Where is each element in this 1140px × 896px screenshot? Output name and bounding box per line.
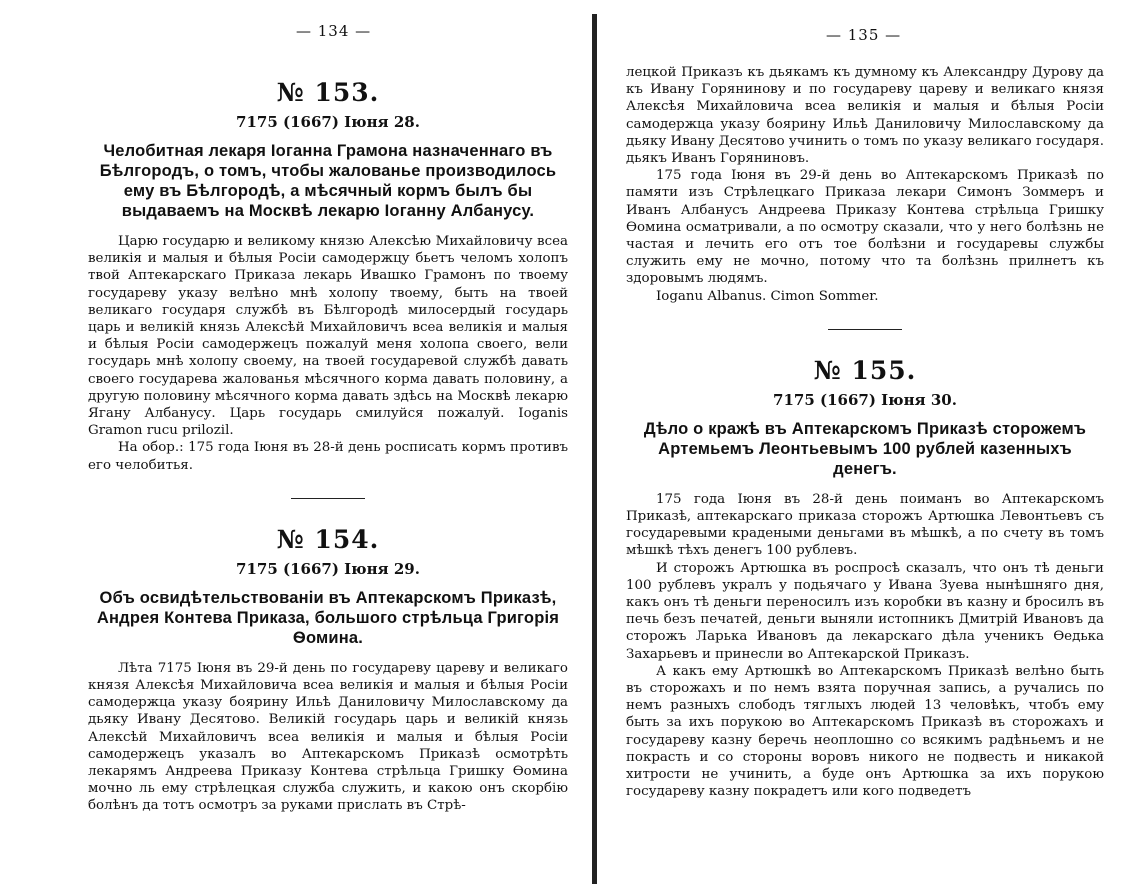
document-body-continued: лецкой Приказъ къ дьякамъ къ думному къ Александру Дурову да къ Ивану Горянинову и по государеву цареву и великаго князя Алексѣя Михайловича всеа великія и малыя и бѣлыя Росіи самодержца указу боярину Ильѣ Даниловичу Милославскому да дьяку Ивану Десятово учинить о томъ по указу великаго государя. дьякъ Иванъ Горяниновъ. bbox=[626, 65, 1104, 167]
document-paragraph: 175 года Іюня въ 28-й день поиманъ во Аптекарскомъ Приказѣ, аптекарскаго приказа сторожъ Артюшка Левонтьевъ съ государевыми крадеными деньгами въ мѣшкѣ, а по счету въ томъ мѣшкѣ тѣхъ денегъ 100 рублевъ. bbox=[626, 491, 1104, 559]
document-number: № 153. bbox=[276, 78, 380, 107]
section-divider bbox=[291, 498, 365, 499]
right-column bbox=[626, 64, 1104, 801]
document-paragraph: И сторожъ Артюшка въ роспросѣ сказалъ, что онъ тѣ деньги 100 рублевъ укралъ у подьячаго у Ивана Зуева нынѣшняго дня, какъ онъ тѣ деньги переносилъ изъ коробки въ казну и бросилъ въ печь безъ печатей, деньги выняли истопникъ Дмитрій Ивановъ да сторожъ Ларька Ивановъ да лекарскаго дѣла ученикъ Ѳедька Захарьевъ и принесли во Аптекарской Приказъ. bbox=[626, 560, 1104, 662]
document-title: Объ освидѣтельствованіи въ Аптекарскомъ Приказѣ, Андрея Контева Приказа, большого стрѣльца Григорія Ѳомина. bbox=[96, 588, 560, 647]
document-paragraph: А какъ ему Артюшкѣ во Аптекарскомъ Приказѣ велѣно быть въ сторожахъ и по немъ взята поручная запись, а ручались по немъ разныхъ слободъ тяглыхъ людей 13 человѣкъ, чтобъ ему быть за ихъ порукою во Аптекарскомъ Приказѣ въ сторожахъ и государеву казну беречь неоплошно со всякимъ радѣньемъ и не покрасть и со стороны воровъ никого не подвесть и никакой хитрости не учинить, а буде онъ Артюшка за ихъ порукою государеву казну покрадетъ или кого подведетъ bbox=[626, 663, 1104, 800]
section-divider bbox=[828, 329, 902, 330]
document-title: Челобитная лекаря Іоганна Грамона назначеннаго въ Бѣлгородъ, о томъ, чтобы жалованье производилось ему въ Бѣлгородѣ, а мѣсячный кормъ былъ бы выдаваемъ на Москвѣ лекарю Іоганну Албанусу. bbox=[99, 142, 557, 220]
document-title: Дѣло о кражѣ въ Аптекарскомъ Приказѣ сторожемъ Артемьемъ Леонтьевымъ 100 рублей казенныхъ денегъ. bbox=[643, 419, 1087, 478]
document-number: № 154. bbox=[276, 524, 380, 554]
book-gutter bbox=[592, 14, 597, 884]
right-page bbox=[600, 0, 1140, 896]
examination-report: 175 года Іюня въ 29-й день во Аптекарскомъ Приказѣ по памяти изъ Стрѣлецкаго Приказа лекари Симонъ Зоммеръ и Иванъ Албанусъ Андреева Приказу Контева стрѣльца Гришку Ѳомина осматривали, а по осмотру сказали, что у него болѣзнь не частая и лечить его отъ тое болѣзни и государевы службы служить ему не мочно, потому что та болѣзнь прилнетъ къ здоровымъ людямъ. bbox=[626, 168, 1104, 287]
document-date: 7175 (1667) Іюня 29. bbox=[236, 559, 420, 578]
document-date: 7175 (1667) Іюня 28. bbox=[236, 113, 420, 131]
left-column bbox=[88, 78, 568, 815]
document-date: 7175 (1667) Іюня 30. bbox=[773, 390, 957, 409]
reverse-note: На обор.: 175 года Іюня въ 28-й день росписать кормъ противъ его челобитья. bbox=[88, 440, 568, 473]
document-body: Царю государю и великому князю Алексѣю Михайловичу всеа великія и малыя и бѣлыя Росіи самодержцу бьетъ челомъ холопъ твой Аптекарскаго Приказа лекарь Ивашко Грамонъ по твоему государеву указу велѣно мнѣ холопу твоему, быть на твоей великаго государя службѣ въ Бѣлгородѣ милосердый государь царь и великій князь Алексѣй Михайловичъ всеа великія и малыя и бѣлыя Росіи самодержецъ пожалуй меня холопа своего, вели государь мнѣ холопу своему, на твоей государевой службѣ давать своего государева жалованья мѣсячного корма давать половину, а другую половину мѣсячного корма давать здѣсь на Москвѣ лекарю Ягану Албанусу. Царь государь смилуйся пожалуй. Ioganis Gramon rucu prilozil. bbox=[88, 234, 568, 439]
page-number: — 135 — bbox=[826, 26, 902, 44]
document-body: Лѣта 7175 Іюня въ 29-й день по государеву цареву и великаго князя Алексѣя Михайловича всеа великія и малыя и бѣлыя Росіи самодержца указу боярину Ильѣ Даниловичу Милославскому да дьяку Ивану Десятово. Великій государь царь и великій князь Алексѣй Михайловичъ всеа великія и малыя и бѣлыя Росіи самодержецъ указалъ во Аптекарскомъ Приказѣ осмотрѣть лекарямъ Андреева Приказу Контева стрѣльца Гришку Ѳомина мочно ль ему стрѣлецкая служба служить, и какою онъ скорбію болѣнъ да тотъ осмотръ за руками прислать въ Стрѣ- bbox=[88, 660, 568, 814]
document-number: № 155. bbox=[813, 355, 917, 385]
page-number: — 134 — bbox=[296, 22, 372, 40]
signature-line: Ioganu Albanus. Cimon Sommer. bbox=[656, 288, 879, 304]
